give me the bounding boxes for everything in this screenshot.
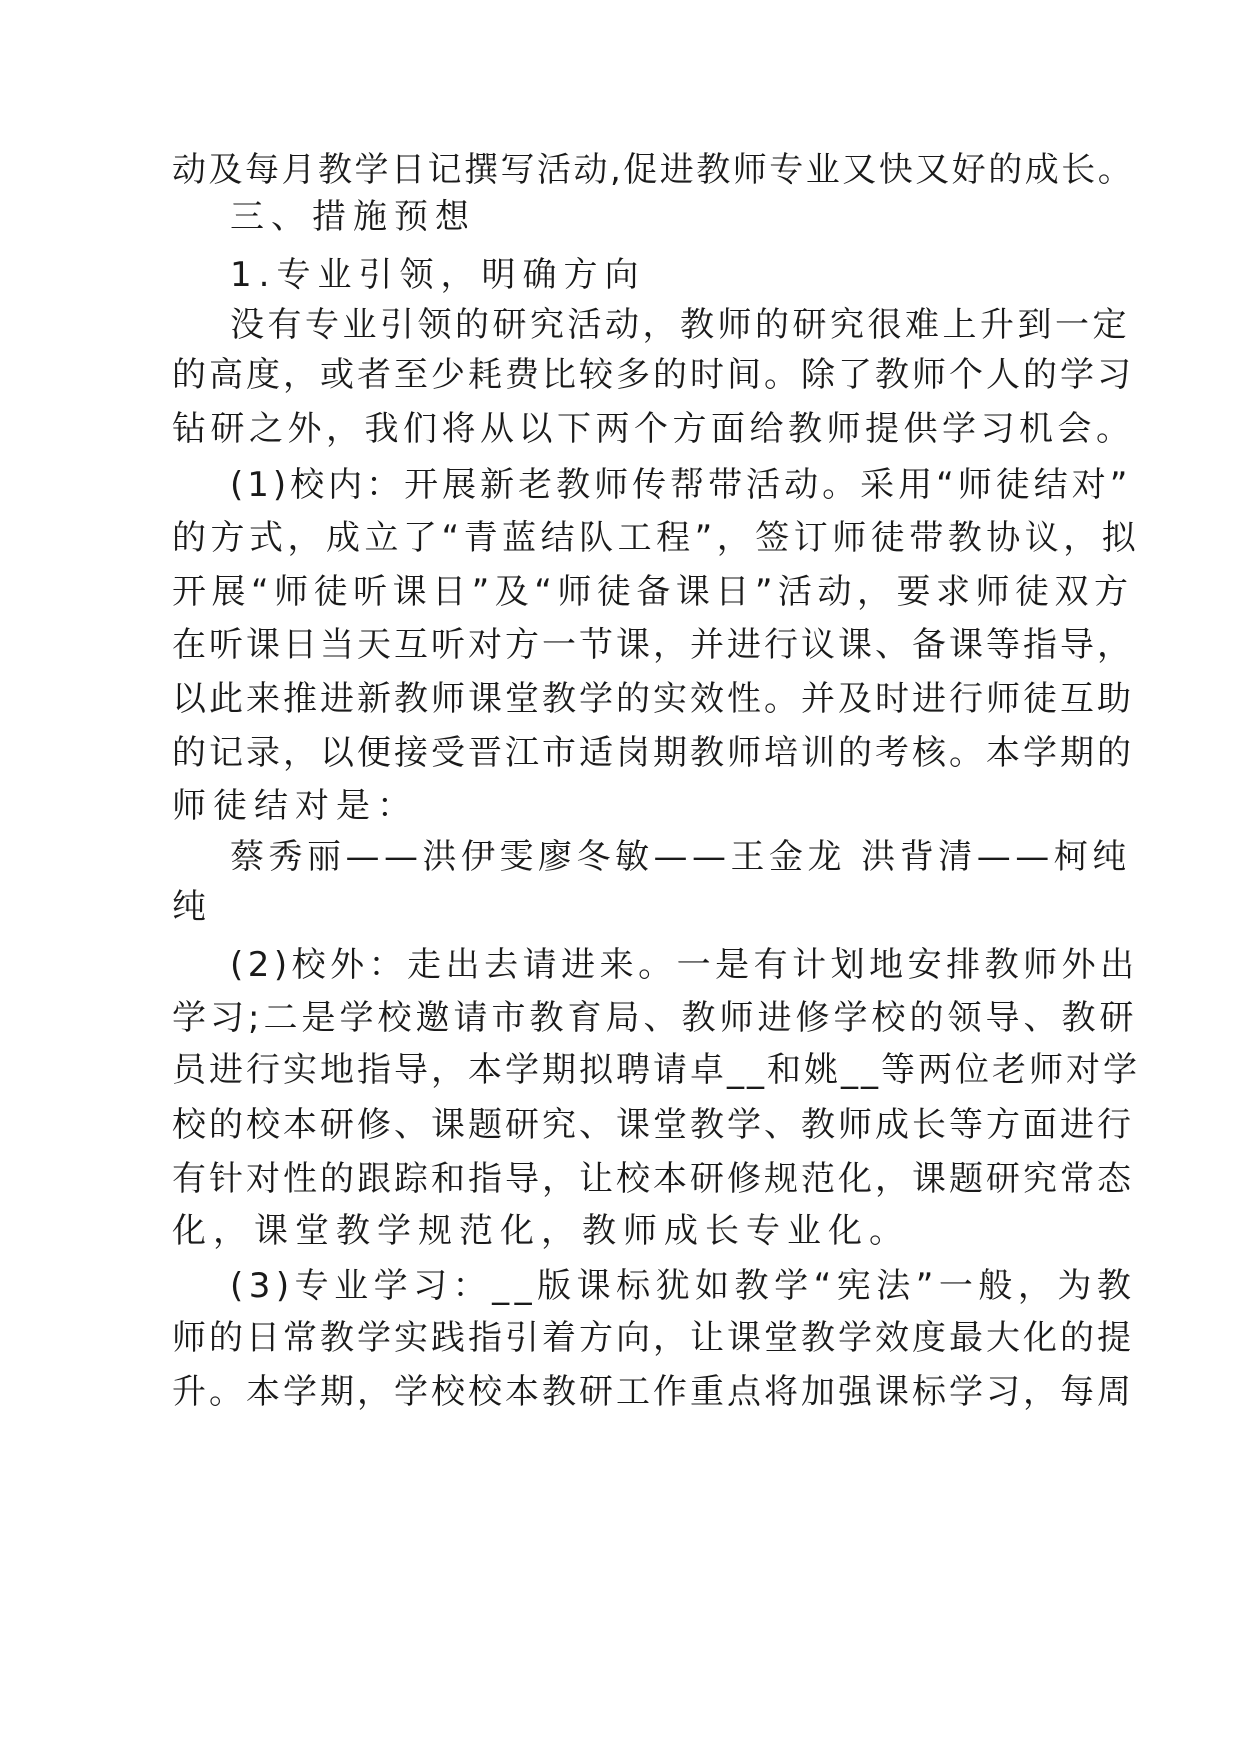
text-line: (2)校外：走出去请进来。一是有计划地安排教师外出 bbox=[230, 945, 1139, 985]
text-line: 开展“师徒听课日”及“师徒备课日”活动，要求师徒双方 bbox=[172, 572, 1134, 612]
section-heading: 三、措施预想 bbox=[230, 197, 476, 237]
text-line: 以此来推进新教师课堂教学的实效性。并及时进行师徒互助 bbox=[172, 679, 1134, 719]
text-line: 学习;二是学校邀请市教育局、教师进修学校的领导、教研 bbox=[172, 998, 1138, 1038]
text-line: 蔡秀丽——洪伊雯廖冬敏——王金龙 洪背清——柯纯 bbox=[230, 837, 1131, 877]
text-line: 没有专业引领的研究活动，教师的研究很难上升到一定 bbox=[230, 305, 1130, 345]
text-line: 升。本学期，学校校本教研工作重点将加强课标学习，每周 bbox=[172, 1372, 1134, 1412]
text-line: 校的校本研修、课题研究、课堂教学、教师成长等方面进行 bbox=[172, 1105, 1134, 1145]
text-line: 的高度，或者至少耗费比较多的时间。除了教师个人的学习 bbox=[172, 355, 1134, 395]
text-line: 师徒结对是： bbox=[172, 786, 418, 826]
text-line: 化，课堂教学规范化，教师成长专业化。 bbox=[172, 1211, 910, 1251]
text-line: 动及每月教学日记撰写活动,促进教师专业又快又好的成长。 bbox=[172, 150, 1135, 190]
text-line: 员进行实地指导，本学期拟聘请卓__和姚__等两位老师对学 bbox=[172, 1050, 1140, 1090]
text-line: 在听课日当天互听对方一节课，并进行议课、备课等指导， bbox=[172, 625, 1134, 665]
text-line: (1)校内：开展新老教师传帮带活动。采用“师徒结对” bbox=[230, 465, 1132, 505]
text-line: 的记录，以便接受晋江市适岗期教师培训的考核。本学期的 bbox=[172, 733, 1134, 773]
subsection-heading: 1.专业引领，明确方向 bbox=[230, 255, 646, 295]
text-line: 钻研之外，我们将从以下两个方面给教师提供学习机会。 bbox=[172, 409, 1135, 449]
text-line: 的方式，成立了“青蓝结队工程”，签订师徒带教协议，拟 bbox=[172, 518, 1141, 558]
text-line: 纯 bbox=[172, 887, 213, 927]
text-line: 有针对性的跟踪和指导，让校本研修规范化，课题研究常态 bbox=[172, 1159, 1134, 1199]
text-line: (3)专业学习：__版课标犹如教学“宪法”一般，为教 bbox=[230, 1266, 1137, 1306]
text-line: 师的日常教学实践指引着方向，让课堂教学效度最大化的提 bbox=[172, 1318, 1134, 1358]
